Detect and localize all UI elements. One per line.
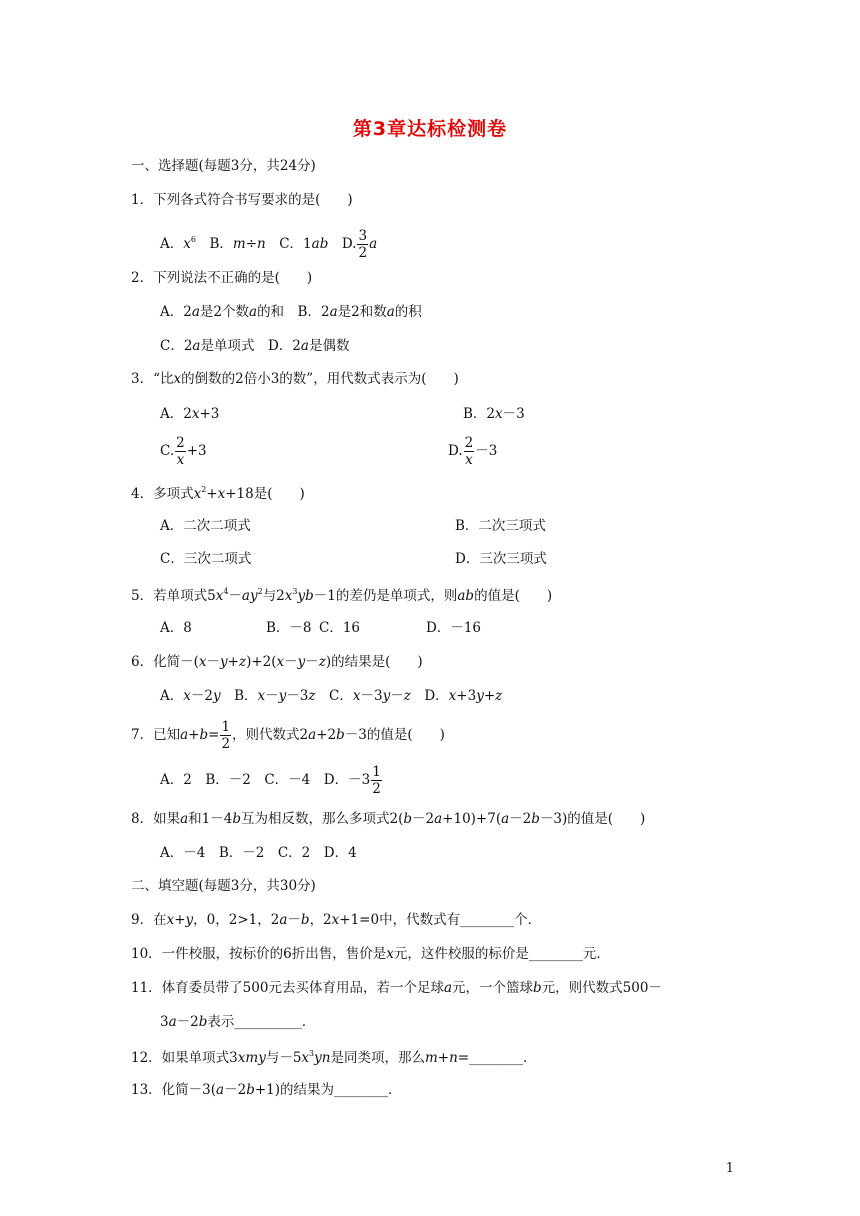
page-number: 1	[725, 1161, 734, 1176]
q9-stem: 9．在x+y，0，2>1，2a－b，2x+1=0中，代数式有________个．	[131, 912, 542, 928]
q2-options-row2: C．2a是单项式 D．2a是偶数	[160, 338, 350, 354]
q11-stem-line1: 11．体育委员带了500元去买体育用品，若一个足球a元，一个篮球b元，则代数式500－	[131, 980, 662, 996]
q4-option-c: C．三次二项式	[160, 551, 252, 567]
q3-option-b: B．2x－3	[463, 406, 525, 422]
q11-stem-line2: 3a－2b表示__________．	[160, 1014, 316, 1030]
q1-options: A．$x^6$ B．m÷n C．1ab D. $\frac{3}{2}$ a	[160, 228, 378, 262]
q1-stem: 1．下列各式符合书写要求的是( )	[131, 192, 353, 208]
q6-stem: 6．化简－(x－y+z)+2(x－y－z)的结果是( )	[131, 654, 423, 670]
page-title: 第3章达标检测卷	[352, 118, 508, 140]
q4-stem: 4．多项式$x^2+x+18$是( )	[131, 485, 305, 502]
q13-stem: 13．化简－3(a－2b+1)的结果为________．	[131, 1082, 402, 1098]
section-2-heading: 二、填空题(每题3分，共30分)	[131, 878, 316, 894]
q5-option-c: C．16	[319, 620, 361, 636]
q5-option-a: A．8	[160, 620, 192, 636]
q4-option-a: A．二次二项式	[160, 518, 251, 534]
q3-option-a: A．2x+3	[160, 406, 220, 422]
q12-stem: 12．如果单项式3xmy与$-5x^3yn$是同类项，那么m+n=________．	[131, 1049, 537, 1066]
section-1-heading: 一、选择题(每题3分，共24分)	[131, 158, 316, 174]
q4-option-d: D．三次三项式	[455, 551, 547, 567]
q7-options: A．2 B．－2 C．－4 D．－3 $\frac{1}{2}$	[160, 764, 381, 798]
q7-stem: 7．已知a+b= $\frac{1}{2}$ ，则代数式2a+2b－3的值是( )	[131, 719, 445, 753]
q6-options: A．x－2y B．x－y－3z C．x－3y－z D．x+3y+z	[160, 688, 503, 704]
q10-stem: 10．一件校服，按标价的6折出售，售价是x元，这件校服的标价是________元．	[131, 946, 610, 962]
q2-stem: 2．下列说法不正确的是( )	[131, 270, 313, 286]
q2-options-row1: A．2a是2个数a的和 B．2a是2和数a的积	[160, 304, 422, 320]
q8-options: A．－4 B．－2 C．2 D．4	[160, 845, 357, 861]
q5-option-b: B．－8	[266, 620, 312, 636]
q8-stem: 8．如果a和1－4b互为相反数，那么多项式2(b－2a+10)+7(a－2b－3)的值是( )	[131, 811, 646, 827]
q5-stem: 5．若单项式$5x^4-ay^2$与$2x^3yb-1$的差仍是单项式，则ab的值是( )	[131, 587, 553, 604]
q5-option-d: D．－16	[426, 620, 482, 636]
q3-option-d: D. $\frac{2}{x}$ －3	[448, 435, 498, 469]
q3-option-c: C. $\frac{2}{x}$ +3	[160, 435, 207, 469]
q3-stem: 3．“比x的倒数的2倍小3的数”，用代数式表示为( )	[131, 371, 459, 387]
q4-option-b: B．二次三项式	[455, 518, 546, 534]
